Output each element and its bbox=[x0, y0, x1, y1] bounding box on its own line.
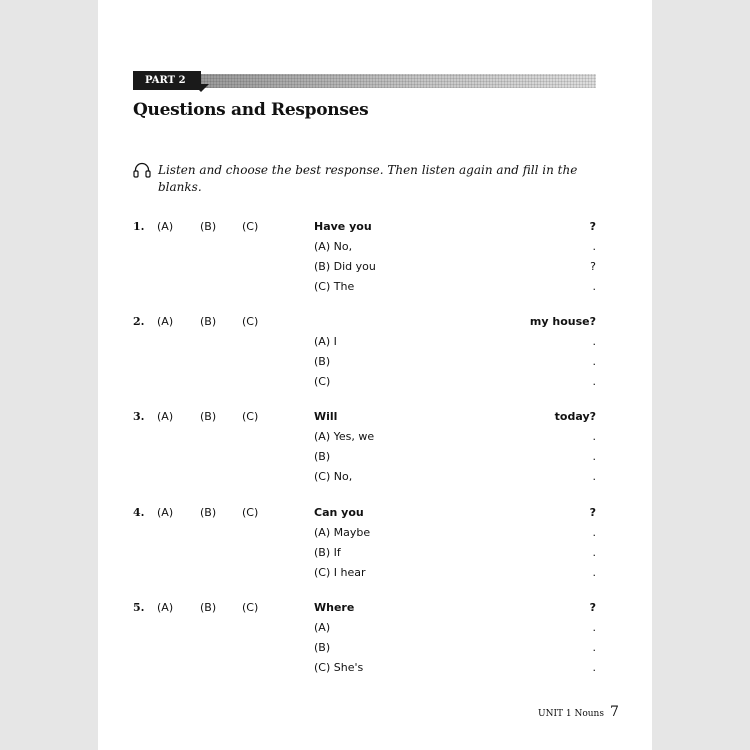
question-item bbox=[0, 315, 750, 395]
answer-choice-c[interactable]: (C) bbox=[242, 315, 259, 328]
answer-choice-b[interactable]: (B) bbox=[200, 315, 217, 328]
answer-choice-a[interactable]: (A) bbox=[157, 601, 174, 614]
answer-choice-a[interactable]: (A) bbox=[157, 506, 174, 519]
answer-choice-b[interactable]: (B) bbox=[200, 410, 217, 423]
response-line: (A) Yes, we bbox=[314, 430, 375, 443]
response-line: (B) If bbox=[314, 546, 341, 559]
response-line: (B) Did you bbox=[314, 260, 376, 273]
response-line: (A) bbox=[314, 621, 331, 634]
response-end-mark: . bbox=[592, 240, 596, 253]
answer-choice-c[interactable]: (C) bbox=[242, 506, 259, 519]
footer-unit: UNIT 1 Nouns bbox=[538, 709, 604, 719]
answer-choice-b[interactable]: (B) bbox=[200, 220, 217, 233]
question-number: 4. bbox=[133, 506, 145, 519]
question-prompt-end: ? bbox=[589, 220, 596, 233]
response-line: (C) She's bbox=[314, 661, 364, 674]
answer-choice-a[interactable]: (A) bbox=[157, 315, 174, 328]
question-number: 3. bbox=[133, 410, 145, 423]
response-line: (A) Maybe bbox=[314, 526, 371, 539]
response-line: (C) bbox=[314, 375, 331, 388]
response-line: (C) The bbox=[314, 280, 355, 293]
response-line: (C) I hear bbox=[314, 566, 366, 579]
answer-choice-c[interactable]: (C) bbox=[242, 601, 259, 614]
response-end-mark: . bbox=[592, 355, 596, 368]
question-item bbox=[0, 601, 750, 681]
question-prompt-end: ? bbox=[589, 506, 596, 519]
question-number: 5. bbox=[133, 601, 145, 614]
response-line: (B) bbox=[314, 450, 331, 463]
part-banner bbox=[133, 71, 596, 90]
instruction-text: Listen and choose the best response. Then listen again and fill in the blanks. bbox=[158, 163, 578, 194]
response-line: (A) No, bbox=[314, 240, 353, 253]
answer-choice-a[interactable]: (A) bbox=[157, 220, 174, 233]
part-label: PART 2 bbox=[133, 71, 201, 90]
response-end-mark: . bbox=[592, 566, 596, 579]
section-heading: Questions and Responses bbox=[133, 100, 369, 120]
response-line: (A) I bbox=[314, 335, 337, 348]
question-prompt: Will bbox=[314, 410, 338, 423]
response-end-mark: . bbox=[592, 641, 596, 654]
question-number: 1. bbox=[133, 220, 145, 233]
question-prompt-end: today? bbox=[554, 410, 596, 423]
response-end-mark: . bbox=[592, 375, 596, 388]
response-line: (C) No, bbox=[314, 470, 353, 483]
response-end-mark: . bbox=[592, 470, 596, 483]
question-number: 2. bbox=[133, 315, 145, 328]
part-banner-texture bbox=[201, 74, 596, 88]
page-number: 7 bbox=[610, 704, 619, 720]
response-end-mark: . bbox=[592, 546, 596, 559]
question-prompt: Can you bbox=[314, 506, 364, 519]
answer-choice-b[interactable]: (B) bbox=[200, 506, 217, 519]
question-item bbox=[0, 410, 750, 490]
response-end-mark: . bbox=[592, 335, 596, 348]
response-end-mark: . bbox=[592, 430, 596, 443]
headphones-icon bbox=[133, 162, 151, 178]
response-end-mark: . bbox=[592, 450, 596, 463]
question-item bbox=[0, 220, 750, 300]
question-prompt: Where bbox=[314, 601, 355, 614]
question-prompt-end: my house? bbox=[529, 315, 596, 328]
response-line: (B) bbox=[314, 355, 331, 368]
response-end-mark: . bbox=[592, 526, 596, 539]
response-line: (B) bbox=[314, 641, 331, 654]
response-end-mark: . bbox=[592, 621, 596, 634]
question-prompt-end: ? bbox=[589, 601, 596, 614]
answer-choice-c[interactable]: (C) bbox=[242, 410, 259, 423]
answer-choice-c[interactable]: (C) bbox=[242, 220, 259, 233]
answer-choice-b[interactable]: (B) bbox=[200, 601, 217, 614]
question-item bbox=[0, 506, 750, 586]
response-end-mark: . bbox=[592, 661, 596, 674]
question-prompt: Have you bbox=[314, 220, 372, 233]
response-end-mark: . bbox=[592, 280, 596, 293]
response-end-mark: ? bbox=[590, 260, 596, 273]
answer-choice-a[interactable]: (A) bbox=[157, 410, 174, 423]
